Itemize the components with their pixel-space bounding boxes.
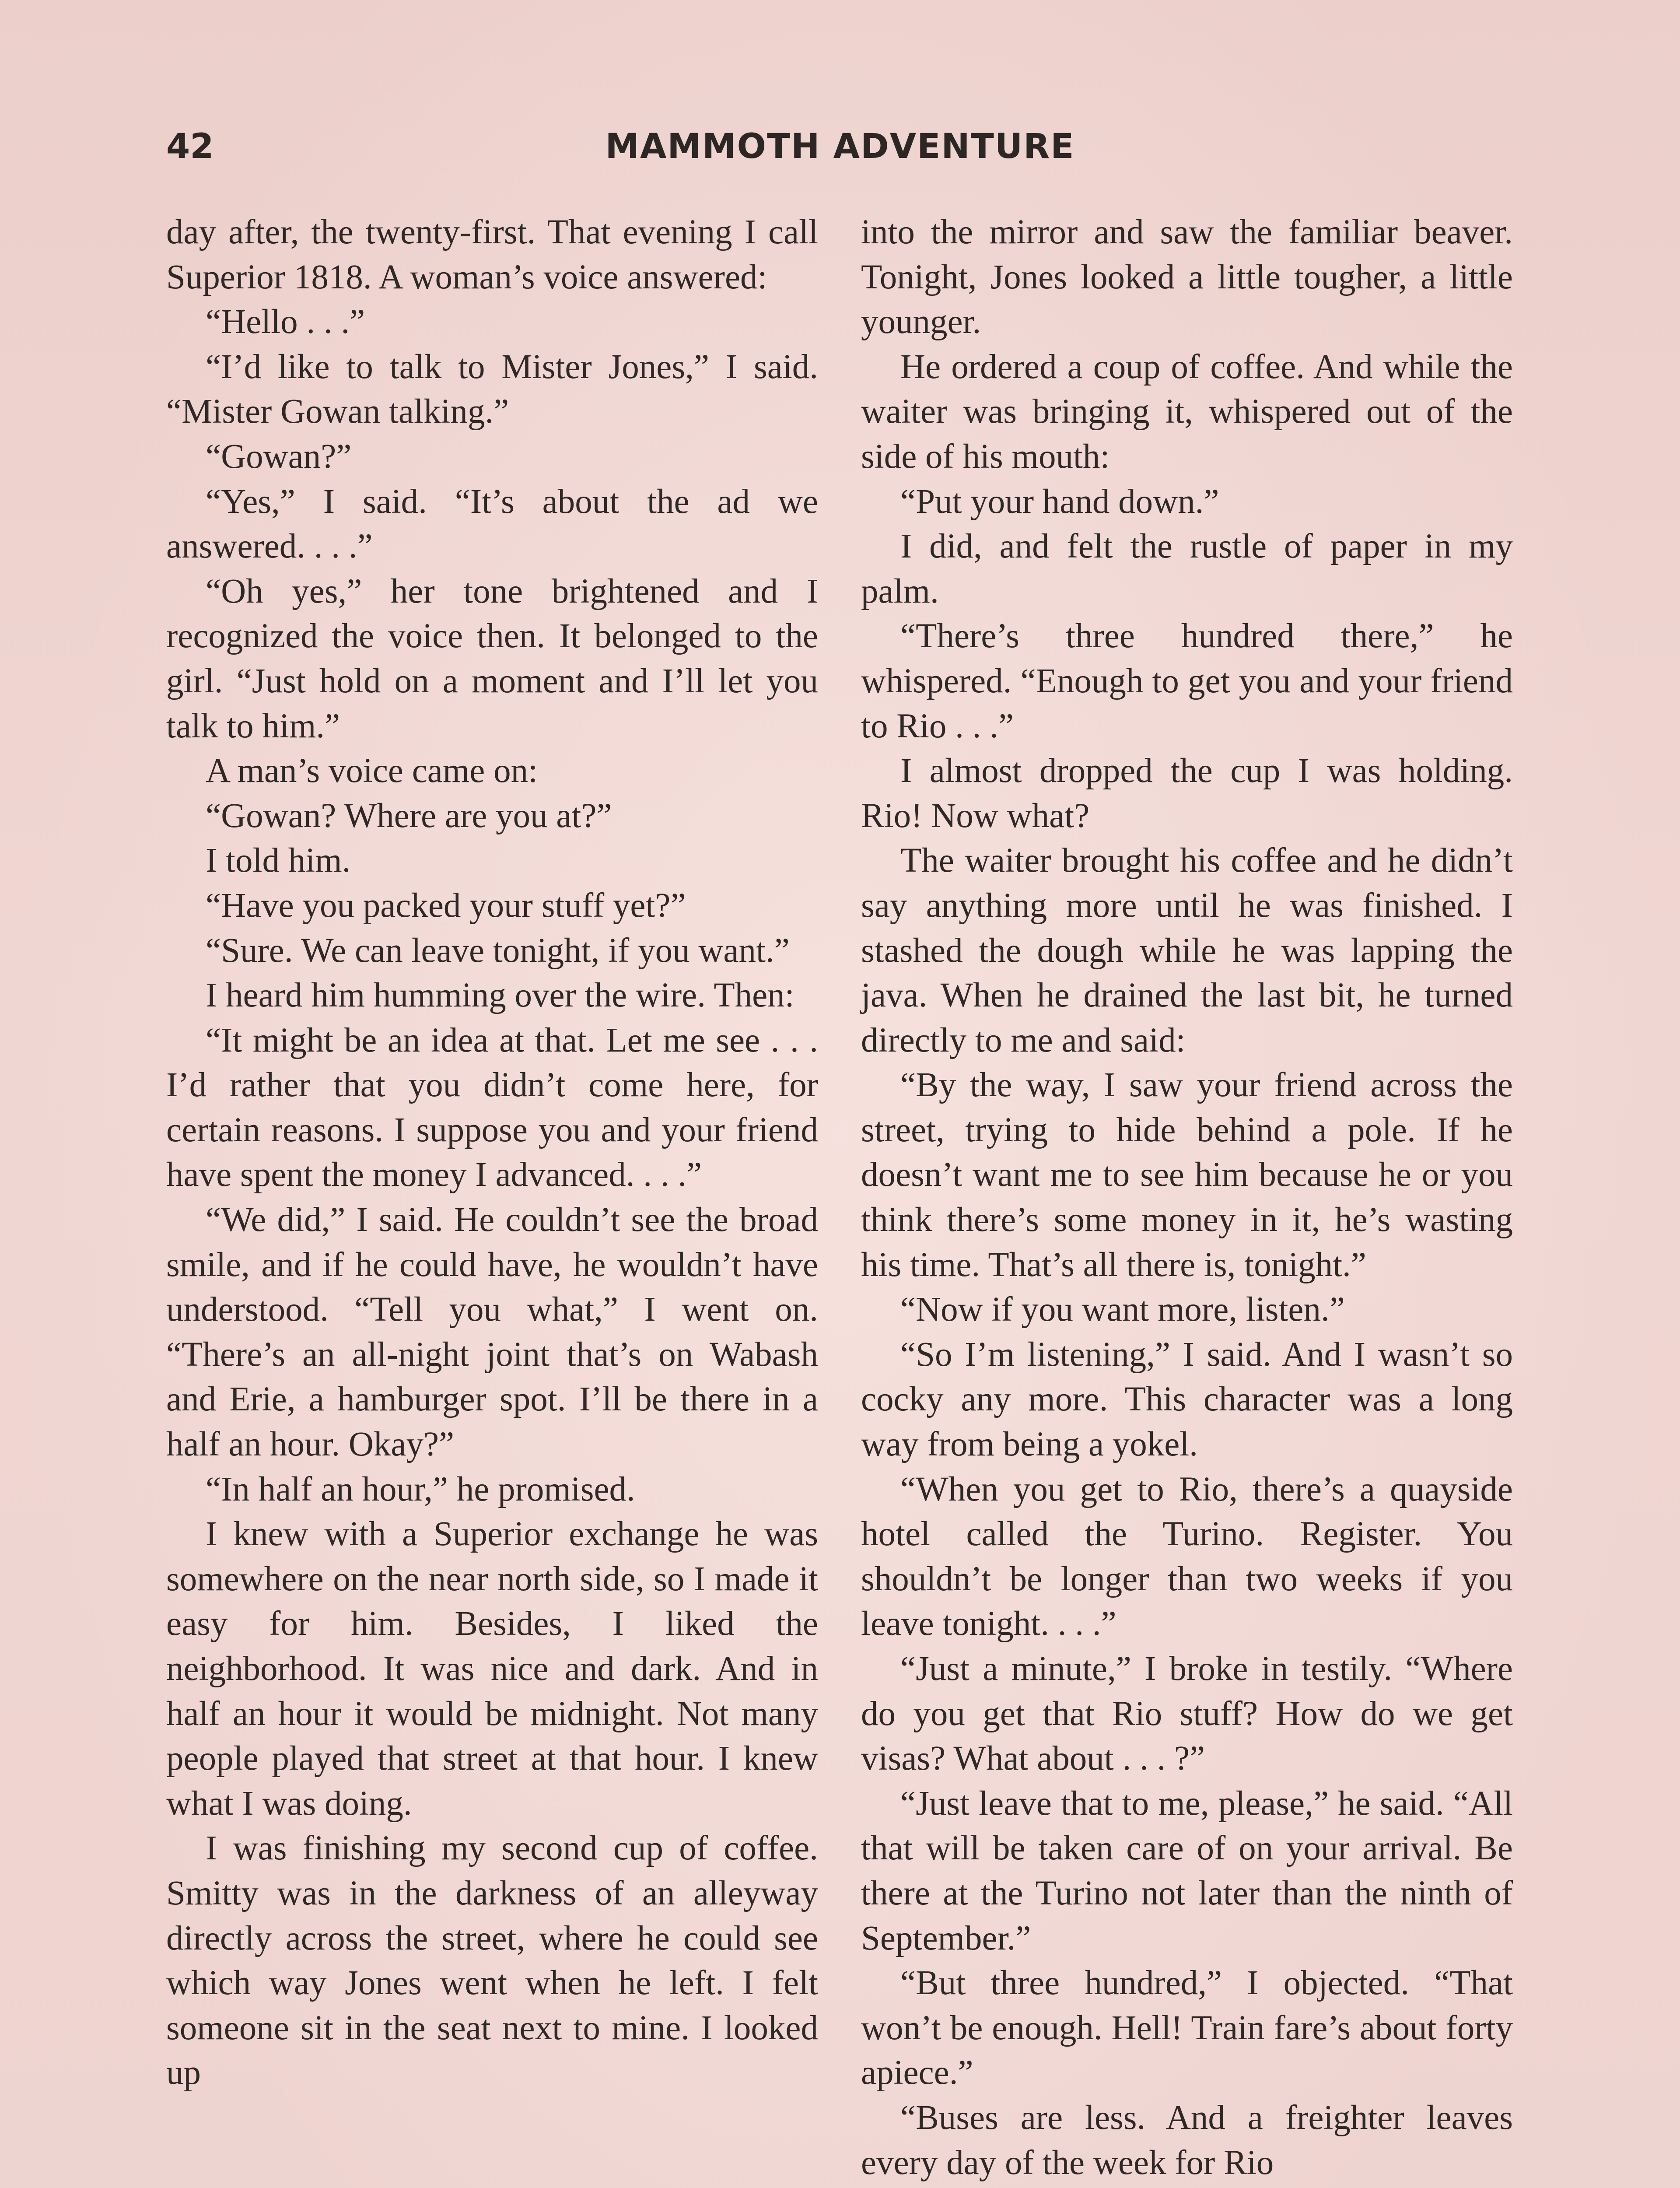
paragraph: “It might be an idea at that. Let me see . . . I’d rather that you didn’t come here, for certain reasons. I suppose you and your friend have spent the money I advanced. . . .” — [166, 1021, 818, 1194]
paragraph: I did, and felt the rustle of paper in my palm. — [861, 527, 1513, 610]
paragraph: “Gowan?” — [206, 437, 352, 476]
running-title: MAMMOTH ADVENTURE — [605, 127, 1075, 166]
paragraph: “Oh yes,” her tone brightened and I recognized the voice then. It belonged to the girl. “Just hold on a moment and I’ll let you talk to him.” — [166, 572, 818, 745]
paragraph: “Now if you want more, listen.” — [900, 1290, 1345, 1329]
paragraph: A man’s voice came on: — [206, 752, 538, 790]
paragraph: day after, the twenty-first. That evening I call Superior 1818. A woman’s voice answered: — [166, 213, 818, 296]
paragraph: “Gowan? Where are you at?” — [206, 796, 612, 835]
paragraph: “Just a minute,” I broke in testily. “Where do you get that Rio stuff? How do we get visas? What about . . . ?” — [861, 1650, 1513, 1778]
paragraph: “Just leave that to me, please,” he said. “All that will be taken care of on your arrival. Be there at the Turino not later than the ninth of September.” — [861, 1784, 1513, 1957]
page-header — [166, 127, 1514, 175]
paragraph: “Put your hand down.” — [900, 482, 1219, 521]
paragraph: I told him. — [206, 842, 351, 880]
paragraph: I heard him humming over the wire. Then: — [206, 976, 794, 1015]
paragraph: “By the way, I saw your friend across the street, trying to hide behind a pole. If he doesn’t want me to see him because he or you think there’s some money in it, he’s wasting his time. That’s all there is, tonight.” — [861, 1066, 1513, 1284]
paragraph: “In half an hour,” he promised. — [206, 1470, 635, 1508]
paragraph: “But three hundred,” I objected. “That won’t be enough. Hell! Train fare’s about forty apiece.” — [861, 1964, 1513, 2092]
right-text-column — [861, 210, 1513, 2185]
paragraph: I knew with a Superior exchange he was somewhere on the near north side, so I made it easy for him. Besides, I liked the neighborhood. It was nice and dark. And in half an hour it would be midnight. Not many people played that street at that hour. I knew what I was doing. — [166, 1515, 818, 1823]
paragraph: “There’s three hundred there,” he whispered. “Enough to get you and your friend to Rio . . .” — [861, 617, 1513, 745]
left-text-column — [166, 210, 818, 2096]
paragraph: “Have you packed your stuff yet?” — [206, 886, 686, 925]
page-number: 42 — [166, 127, 214, 166]
paragraph: into the mirror and saw the familiar beaver. Tonight, Jones looked a little tougher, a little younger. — [861, 213, 1513, 341]
paragraph: I almost dropped the cup I was holding. Rio! Now what? — [861, 752, 1513, 835]
paragraph: “We did,” I said. He couldn’t see the broad smile, and if he could have, he wouldn’t have understood. “Tell you what,” I went on. “There’s an all-night joint that’s on Wabash and Erie, a hamburger spot. I’ll be there in a half an hour. Okay?” — [166, 1201, 818, 1464]
paragraph: “I’d like to talk to Mister Jones,” I said. “Mister Gowan talking.” — [166, 347, 818, 431]
paragraph: “So I’m listening,” I said. And I wasn’t so cocky any more. This character was a long way from being a yokel. — [861, 1335, 1513, 1464]
paragraph: “When you get to Rio, there’s a quayside hotel called the Turino. Register. You shouldn’t be longer than two weeks if you leave tonight. . . .” — [861, 1470, 1513, 1643]
paragraph: He ordered a coup of coffee. And while the waiter was bringing it, whispered out of the side of his mouth: — [861, 347, 1513, 476]
paragraph: “Sure. We can leave tonight, if you want.” — [206, 931, 790, 970]
paragraph: “Hello . . .” — [206, 303, 365, 341]
paragraph: I was finishing my second cup of coffee. Smitty was in the darkness of an alleyway directly across the street, where he could see which way Jones went when he left. I felt someone sit in the seat next to mine. I looked up — [166, 1829, 818, 2092]
paragraph: The waiter brought his coffee and he didn’t say anything more until he was finished. I stashed the dough while he was lapping the java. When he drained the last bit, he turned directly to me and said: — [861, 842, 1513, 1059]
paragraph: “Yes,” I said. “It’s about the ad we answered. . . .” — [166, 482, 818, 566]
paragraph: “Buses are less. And a freighter leaves every day of the week for Rio — [861, 2098, 1513, 2182]
